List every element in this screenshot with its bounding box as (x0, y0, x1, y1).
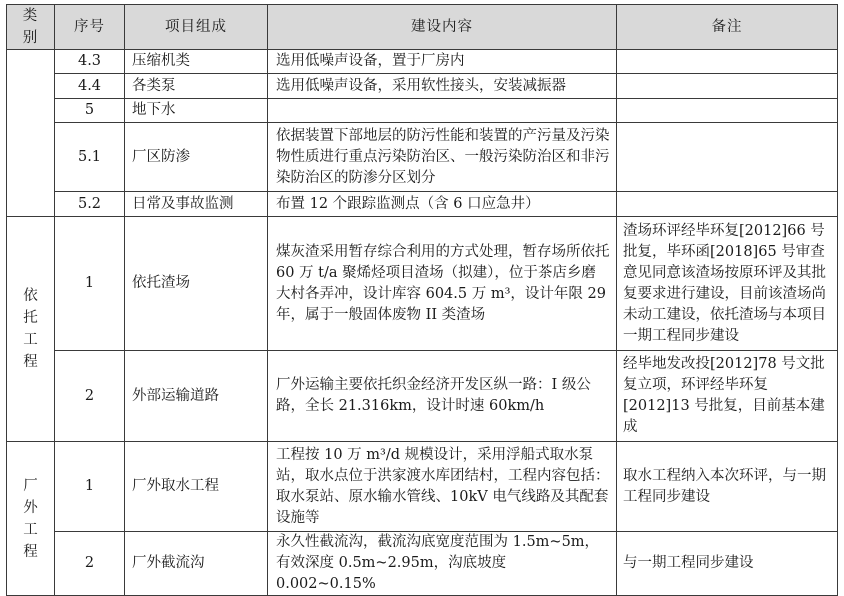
table-row (7, 99, 838, 123)
row-item: 各类泵 (125, 74, 268, 99)
row-item: 地下水 (125, 99, 268, 123)
row-no: 5 (55, 99, 125, 123)
row-content: 永久性截流沟，截流沟底宽度范围为 1.5m~5m，有效深度 0.5m~2.95m，沟底坡度 0.002~0.15% (268, 532, 617, 596)
category-cell-empty (7, 50, 55, 217)
row-no: 5.1 (55, 123, 125, 192)
table-row (7, 532, 838, 596)
row-item: 依托渣场 (125, 217, 268, 351)
row-no: 4.4 (55, 74, 125, 99)
table-row (7, 192, 838, 217)
row-no: 2 (55, 532, 125, 596)
row-no: 2 (55, 351, 125, 442)
row-item: 厂外截流沟 (125, 532, 268, 596)
row-no: 4.3 (55, 50, 125, 74)
project-composition-table (6, 4, 838, 596)
table-row (7, 351, 838, 442)
row-note (617, 99, 838, 123)
row-note: 与一期工程同步建设 (617, 532, 838, 596)
row-note: 取水工程纳入本次环评，与一期工程同步建设 (617, 442, 838, 532)
table-header-row (7, 5, 838, 50)
row-no: 1 (55, 442, 125, 532)
row-note (617, 50, 838, 74)
row-note: 渣场环评经毕环复[2012]66 号批复，毕环函[2018]65 号审查意见同意该渣场按原环评及其批复要求进行建设，目前该渣场尚未动工建设，依托渣场与本项目一期工程同步建设 (617, 217, 838, 351)
row-no: 1 (55, 217, 125, 351)
row-item: 厂区防渗 (125, 123, 268, 192)
row-note (617, 74, 838, 99)
category-cell-yituo: 依托工程 (7, 217, 55, 442)
header-no: 序号 (55, 5, 125, 50)
row-content: 选用低噪声设备，采用软性接头，安装减振器 (268, 74, 617, 99)
row-content: 工程按 10 万 m³/d 规模设计，采用浮船式取水泵站，取水点位于洪家渡水库团结村，工程内容包括：取水泵站、原水输水管线、10kV 电气线路及其配套设施等 (268, 442, 617, 532)
row-no: 5.2 (55, 192, 125, 217)
category-cell-changwai: 厂外工程 (7, 442, 55, 596)
header-item: 项目组成 (125, 5, 268, 50)
row-note: 经毕地发改投[2012]78 号文批复立项，环评经毕环复[2012]13 号批复，目前基本建成 (617, 351, 838, 442)
row-item: 压缩机类 (125, 50, 268, 74)
row-content: 选用低噪声设备，置于厂房内 (268, 50, 617, 74)
header-category: 类别 (7, 5, 55, 50)
row-item: 厂外取水工程 (125, 442, 268, 532)
row-content: 厂外运输主要依托织金经济开发区纵一路：I 级公路，全长 21.316km，设计时速 60km/h (268, 351, 617, 442)
table-row (7, 123, 838, 192)
table-row (7, 50, 838, 74)
row-content: 煤灰渣采用暂存综合利用的方式处理，暂存场所依托 60 万 t/a 聚烯烃项目渣场（拟建），位于茶店乡磨大村各弄冲，设计库容 604.5 万 m³，设计年限 29 年，属于一般固体废物 II 类渣场 (268, 217, 617, 351)
row-note (617, 123, 838, 192)
row-item: 外部运输道路 (125, 351, 268, 442)
row-note (617, 192, 838, 217)
row-content (268, 99, 617, 123)
header-note: 备注 (617, 5, 838, 50)
row-item: 日常及事故监测 (125, 192, 268, 217)
header-content: 建设内容 (268, 5, 617, 50)
row-content: 布置 12 个跟踪监测点（含 6 口应急井） (268, 192, 617, 217)
row-content: 依据装置下部地层的防污性能和装置的产污量及污染物性质进行重点污染防治区、一般污染防治区和非污染防治区的防渗分区划分 (268, 123, 617, 192)
table-row (7, 74, 838, 99)
table-row (7, 442, 838, 532)
table-row (7, 217, 838, 351)
